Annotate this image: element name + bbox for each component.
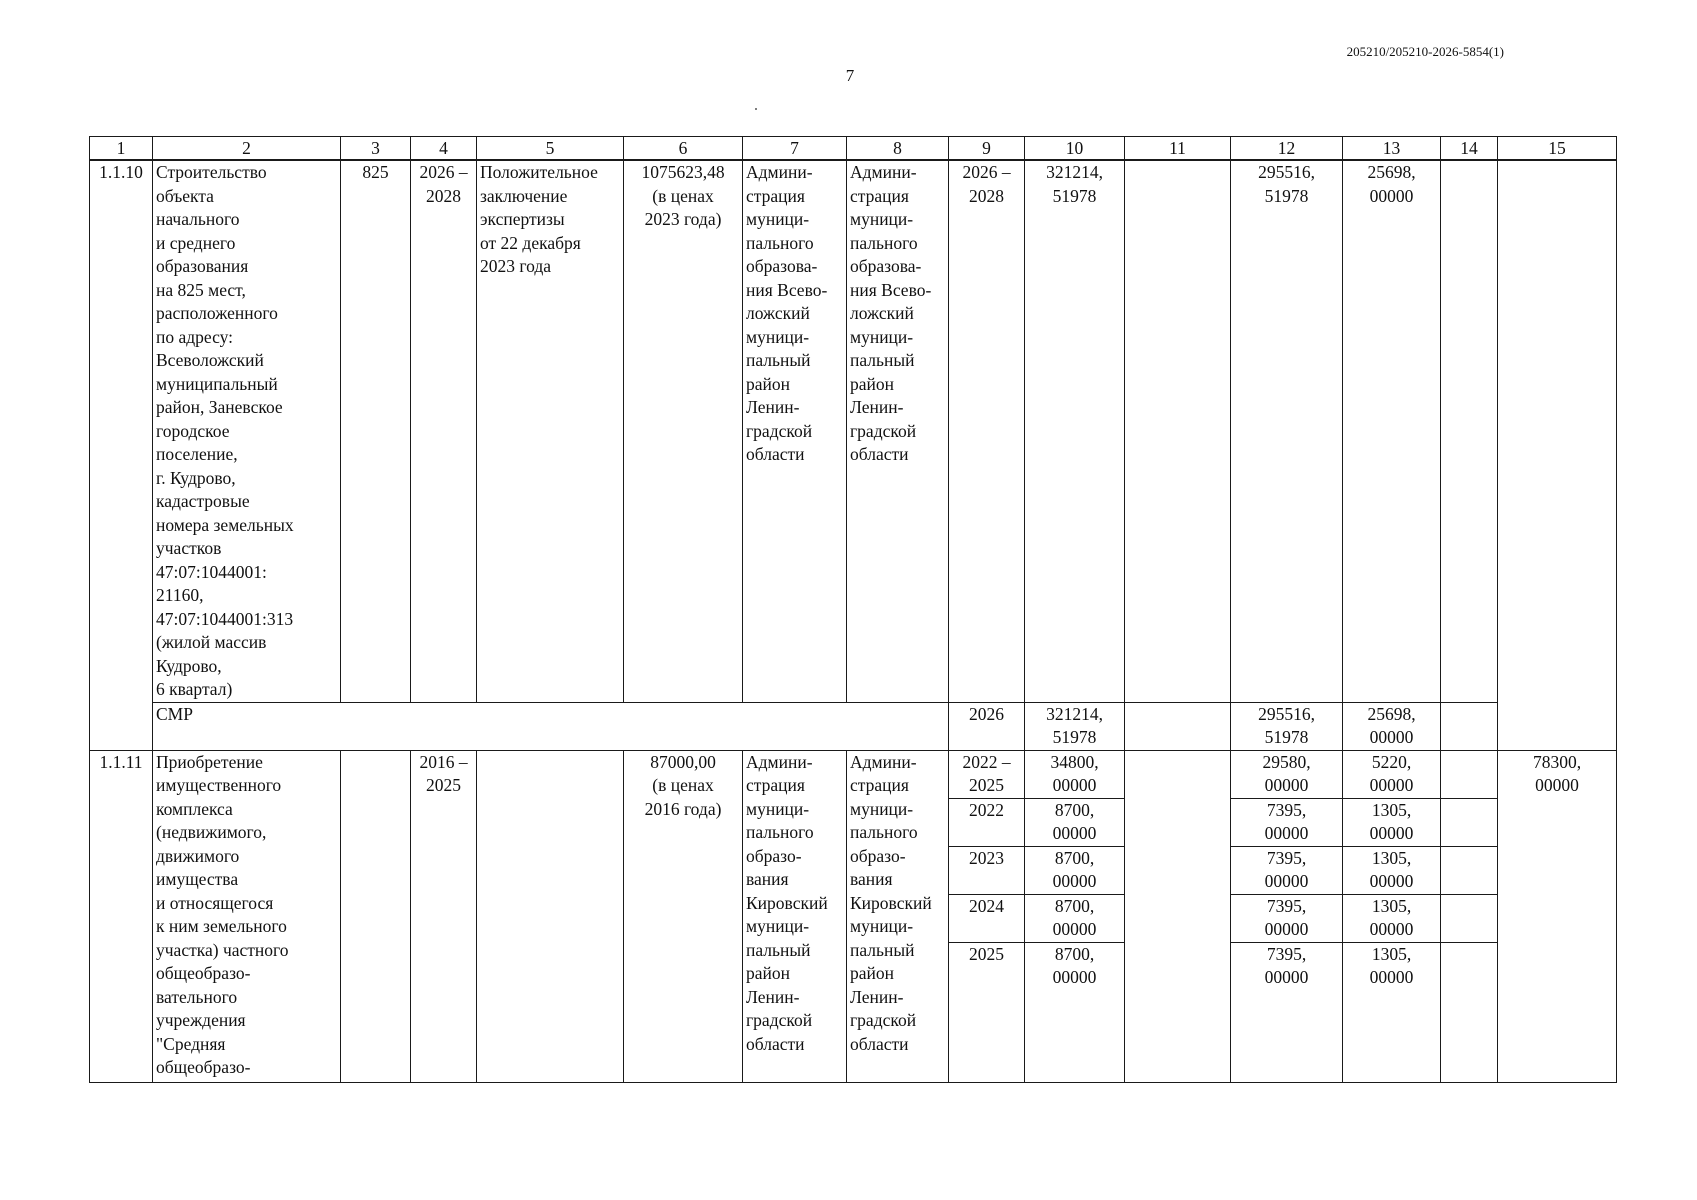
empty-cell xyxy=(1441,750,1498,798)
empty-cell xyxy=(1441,798,1498,846)
year-total: 8700, 00000 xyxy=(1025,798,1125,846)
empty-cell xyxy=(1441,702,1498,750)
year-total: 8700, 00000 xyxy=(1025,942,1125,1082)
empty-cell xyxy=(1125,702,1231,750)
construction-period: 2016 – 2025 xyxy=(411,750,477,1082)
col-number: 8 xyxy=(847,137,949,161)
column-number-row xyxy=(90,137,1617,161)
col-number: 5 xyxy=(477,137,624,161)
year: 2024 xyxy=(949,894,1025,942)
amount-col13: 5220, 00000 xyxy=(1343,750,1441,798)
year-total: 8700, 00000 xyxy=(1025,894,1125,942)
customer: Админи- страция муници- пального образова- ния Всево- ложский муници- пальный район Ленин- градской области xyxy=(743,160,847,702)
col-number: 11 xyxy=(1125,137,1231,161)
col-number: 9 xyxy=(949,137,1025,161)
col-number: 6 xyxy=(624,137,743,161)
table-row xyxy=(90,750,1617,798)
col-number: 3 xyxy=(341,137,411,161)
sub-col12: 295516, 51978 xyxy=(1231,702,1343,750)
year: 2025 xyxy=(949,942,1025,1082)
developer: Админи- страция муници- пального образо- вания Кировский муници- пальный район Ленин- градской области xyxy=(847,750,949,1082)
empty-cell xyxy=(341,750,411,1082)
customer: Админи- страция муници- пального образо- вания Кировский муници- пальный район Ленин- градской области xyxy=(743,750,847,1082)
col-number: 13 xyxy=(1343,137,1441,161)
sub-col13: 25698, 00000 xyxy=(1343,702,1441,750)
sub-year: 2026 xyxy=(949,702,1025,750)
empty-cell xyxy=(1125,750,1231,1082)
col-number: 10 xyxy=(1025,137,1125,161)
amount-col15: 78300, 00000 xyxy=(1498,750,1617,1082)
year-col13: 1305, 00000 xyxy=(1343,846,1441,894)
col-number: 7 xyxy=(743,137,847,161)
empty-cell xyxy=(1441,894,1498,942)
sub-total: 321214, 51978 xyxy=(1025,702,1125,750)
amount-col12: 29580, 00000 xyxy=(1231,750,1343,798)
year-col12: 7395, 00000 xyxy=(1231,798,1343,846)
empty-cell xyxy=(1125,160,1231,702)
row-number: 1.1.10 xyxy=(90,160,153,750)
data-table xyxy=(89,136,1617,1083)
capacity: 825 xyxy=(341,160,411,702)
year-col13: 1305, 00000 xyxy=(1343,942,1441,1082)
table-row-sub xyxy=(90,702,1617,750)
col-number: 2 xyxy=(153,137,341,161)
empty-cell xyxy=(1498,160,1617,750)
year: 2022 xyxy=(949,798,1025,846)
year-col12: 7395, 00000 xyxy=(1231,894,1343,942)
object-name: Приобретение имущественного комплекса (недвижимого, движимого имущества и относящегося к ним земельного участка) частного общеобразо- вательного учреждения "Средняя общеобразо- xyxy=(153,750,341,1082)
stray-dot xyxy=(755,108,757,110)
total-amount: 321214, 51978 xyxy=(1025,160,1125,702)
empty-cell xyxy=(1441,846,1498,894)
year-col13: 1305, 00000 xyxy=(1343,894,1441,942)
empty-cell xyxy=(1441,160,1498,702)
sub-label: СМР xyxy=(153,702,949,750)
year-total: 8700, 00000 xyxy=(1025,846,1125,894)
financing-years: 2026 – 2028 xyxy=(949,160,1025,702)
empty-cell xyxy=(1441,942,1498,1082)
row-number: 1.1.11 xyxy=(90,750,153,1082)
construction-period: 2026 – 2028 xyxy=(411,160,477,702)
year-col12: 7395, 00000 xyxy=(1231,942,1343,1082)
col-number: 4 xyxy=(411,137,477,161)
year: 2023 xyxy=(949,846,1025,894)
table-row xyxy=(90,160,1617,702)
col-number: 15 xyxy=(1498,137,1617,161)
col-number: 12 xyxy=(1231,137,1343,161)
year-col13: 1305, 00000 xyxy=(1343,798,1441,846)
page-number: 7 xyxy=(845,66,855,85)
estimated-cost: 87000,00 (в ценах 2016 года) xyxy=(624,750,743,1082)
amount-col12: 295516, 51978 xyxy=(1231,160,1343,702)
col-number: 14 xyxy=(1441,137,1498,161)
document-id: 205210/205210-2026-5854(1) xyxy=(1346,44,1504,59)
developer: Админи- страция муници- пального образова- ния Всево- ложский муници- пальный район Ленин- градской области xyxy=(847,160,949,702)
financing-years: 2022 – 2025 xyxy=(949,750,1025,798)
year-col12: 7395, 00000 xyxy=(1231,846,1343,894)
amount-col13: 25698, 00000 xyxy=(1343,160,1441,702)
empty-cell xyxy=(477,750,624,1082)
object-name: Строительство объекта начального и среднего образования на 825 мест, расположенного по адресу: Всеволожский муниципальный район, Заневское городское поселение, г. Кудрово, кадастровые номера земельных участков 47:07:1044001: 21160, 47:07:1044001:313 (жилой массив Кудрово, 6 квартал) xyxy=(153,160,341,702)
col-number: 1 xyxy=(90,137,153,161)
expertise: Положительное заключение экспертизы от 22 декабря 2023 года xyxy=(477,160,624,702)
estimated-cost: 1075623,48 (в ценах 2023 года) xyxy=(624,160,743,702)
total-amount: 34800, 00000 xyxy=(1025,750,1125,798)
